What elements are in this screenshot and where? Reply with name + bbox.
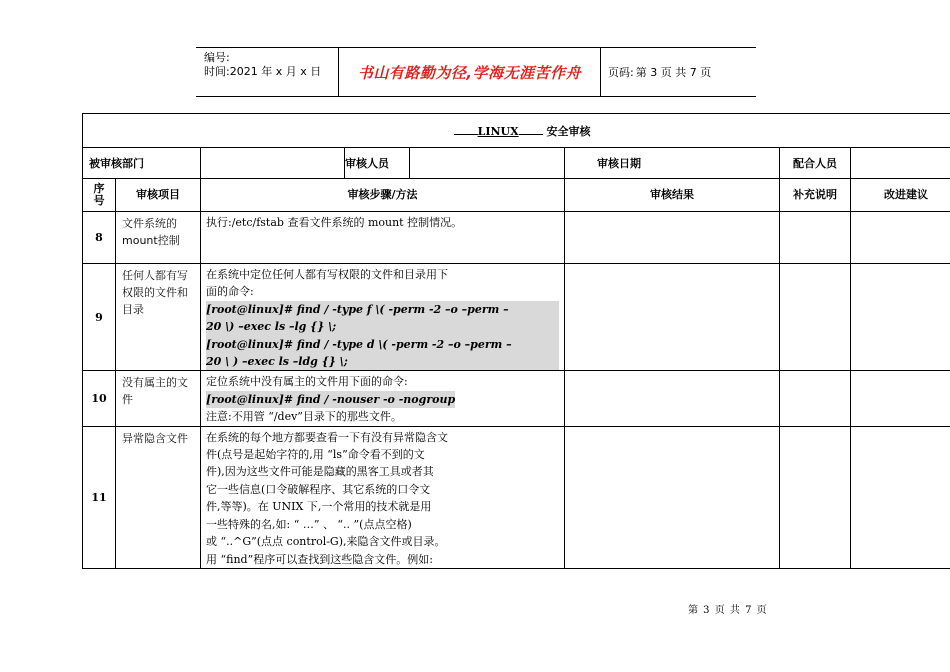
row-suggest[interactable] xyxy=(851,212,950,264)
header-meta xyxy=(196,48,338,96)
col-item: 审核项目 xyxy=(116,179,201,212)
row-number: 9 xyxy=(83,264,116,371)
time-label: 时间:2021 年 x 月 x 日 xyxy=(204,65,322,78)
row-item: 异常隐含文件 xyxy=(116,426,201,568)
title-suffix: 安全审核 xyxy=(546,124,591,138)
page-label: 页码: xyxy=(608,66,634,79)
command-line: [root@linux]# find / -nouser -o -nogroup xyxy=(206,391,455,408)
row-result[interactable] xyxy=(565,426,780,568)
date-label-cell xyxy=(565,148,780,179)
row-item: 任何人都有写权限的文件和目录 xyxy=(116,264,201,371)
number-label: 编号: xyxy=(204,51,230,64)
header-page xyxy=(601,48,756,96)
row-number: 10 xyxy=(83,371,116,426)
column-header-row xyxy=(83,179,950,212)
table-row xyxy=(83,264,950,371)
col-seq: 序 号 xyxy=(83,179,116,212)
auditor-value[interactable] xyxy=(410,148,565,179)
row-steps: 执行:/etc/fstab 查看文件系统的 mount 控制情况。 xyxy=(201,212,565,264)
row-number: 11 xyxy=(83,426,116,568)
row-steps: 定位系统中没有属主的文件用下面的命令: [root@linux]# find / -nouser -o -nogroup 注意:不用管 “/dev”目录下的那些文件。 xyxy=(201,371,565,426)
info-row xyxy=(83,148,950,179)
page-footer: 第 3 页 共 7 页 xyxy=(688,605,768,616)
title-os: LINUX xyxy=(477,124,519,138)
row-note[interactable] xyxy=(780,264,851,371)
dept-value[interactable] xyxy=(201,148,345,179)
auditor-label-cell xyxy=(345,148,410,179)
row-item: 没有属主的文件 xyxy=(116,371,201,426)
date-label: 审核日期 xyxy=(597,157,641,170)
row-item: 文件系统的mount控制 xyxy=(116,212,201,264)
table-row xyxy=(83,371,950,426)
command-line: [root@linux]# find / -type f \( -perm -2 –o –perm – xyxy=(206,301,559,318)
page-header xyxy=(196,47,756,97)
table-row xyxy=(83,426,950,568)
row-note[interactable] xyxy=(780,426,851,568)
col-result: 审核结果 xyxy=(565,179,780,212)
table-title xyxy=(83,114,950,148)
row-note[interactable] xyxy=(780,371,851,426)
partner-value[interactable] xyxy=(851,148,950,179)
page-info: 第 3 页 共 7 页 xyxy=(635,66,712,79)
row-number: 8 xyxy=(83,212,116,264)
command-line: 20 \) –exec ls –lg {} \; xyxy=(206,318,559,335)
row-steps: 在系统的每个地方都要查看一下有没有异常隐含文 件(点号是起始字符的,用 “ls”命令看不到的文 件),因为这些文件可能是隐藏的黑客工具或者其 它一些信息(口令破解程序、其它系统的口令文 件,等等)。在 UNIX 下,一个常用的技术就是用 一些特殊的名,如: “ …” 、 “.. ”(点点空格) 或 “..^G”(点点 control-G),来隐含文件或目录。 用 “find”程序可以查找到这些隐含文件。例如: xyxy=(201,426,565,568)
row-suggest[interactable] xyxy=(851,371,950,426)
col-suggest: 改进建议 xyxy=(851,179,950,212)
row-suggest[interactable] xyxy=(851,426,950,568)
row-suggest[interactable] xyxy=(851,264,950,371)
col-steps: 审核步骤/方法 xyxy=(201,179,565,212)
row-note[interactable] xyxy=(780,212,851,264)
command-line: [root@linux]# find / -type d \( -perm -2 –o –perm – xyxy=(206,336,559,353)
command-line: 20 \ ) –exec ls –ldg {} \; xyxy=(206,353,559,370)
row-result[interactable] xyxy=(565,212,780,264)
row-result[interactable] xyxy=(565,264,780,371)
row-result[interactable] xyxy=(565,371,780,426)
col-note: 补充说明 xyxy=(780,179,851,212)
dept-label: 被审核部门 xyxy=(83,148,201,179)
row-steps: 在系统中定位任何人都有写权限的文件和目录用下 面的命令: [root@linux]# find / -type f \( -perm -2 –o –perm – 20 \) –exec ls –lg {} \; [root@linux]# find / -type d \( -perm -2 –o –perm – 20 \ ) –exec ls –ldg {} \; xyxy=(201,264,565,371)
table-row xyxy=(83,212,950,264)
partner-label: 配合人员 xyxy=(780,148,851,179)
auditor-label: 审核人员 xyxy=(345,157,389,170)
motto: 书山有路勤为径,学海无涯苦作舟 xyxy=(338,48,601,96)
audit-table xyxy=(82,113,950,569)
